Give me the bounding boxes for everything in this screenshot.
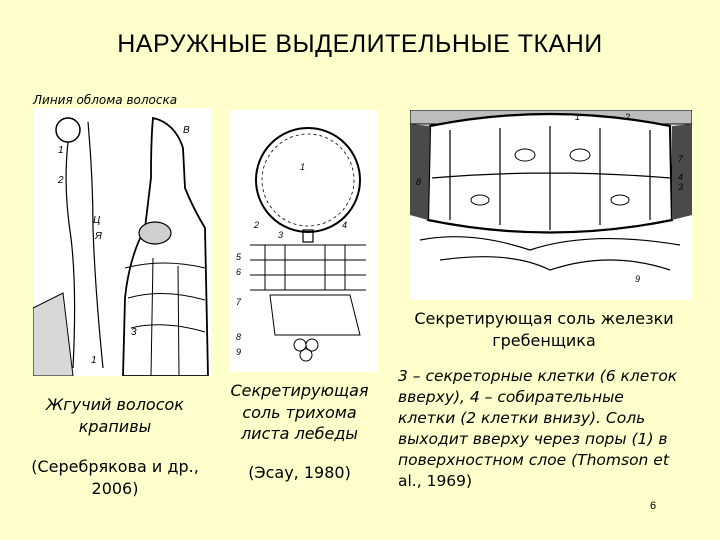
tamarisk-label: 7 — [678, 154, 684, 164]
description-line: вверху), 4 – собирательные — [398, 387, 624, 406]
tamarisk-description — [398, 366, 698, 492]
orache-label: 5 — [236, 252, 242, 262]
tamarisk-label: 3 — [678, 182, 684, 192]
orache-label: 4 — [342, 220, 348, 230]
tamarisk-label: 4 — [678, 172, 684, 182]
description-line: поверхностном слое (Thomson et — [398, 450, 669, 469]
orache-reference: (Эсау, 1980) — [248, 463, 351, 482]
nettle-caption — [20, 394, 210, 437]
nettle-hair-figure — [33, 108, 211, 376]
tamarisk-label: 8 — [416, 177, 422, 187]
orache-trichome-figure — [230, 110, 378, 372]
orache-label: 8 — [236, 332, 242, 342]
page-number: 6 — [650, 500, 657, 512]
nettle-label: 1 — [58, 145, 64, 156]
nettle-label: В — [183, 125, 190, 136]
orache-label: 2 — [254, 220, 260, 230]
caption-line: Жгучий волосок — [46, 395, 184, 414]
caption-line: гребенщика — [492, 331, 596, 351]
tamarisk-gland-figure — [410, 110, 692, 300]
tamarisk-caption — [394, 308, 694, 353]
caption-line: листа лебеды — [240, 424, 359, 444]
tamarisk-label: 2 — [625, 112, 631, 122]
nettle-label: 1 — [91, 355, 97, 366]
slide-title: НАРУЖНЫЕ ВЫДЕЛИТЕЛЬНЫЕ ТКАНИ — [117, 30, 603, 58]
orache-label: 9 — [236, 347, 242, 357]
tamarisk-label: 1 — [575, 112, 581, 122]
nettle-label: Ц — [93, 215, 101, 226]
caption-line: соль трихома — [242, 402, 357, 422]
caption-line: Секретирующая — [230, 381, 369, 400]
description-line: клетки (2 клетки внизу). Соль — [398, 408, 646, 427]
description-line: 3 – секреторные клетки (6 клеток — [398, 367, 678, 385]
orache-caption — [212, 380, 387, 445]
description-line: al., 1969) — [398, 471, 473, 490]
orache-label: 3 — [278, 230, 284, 240]
reference-line: (Серебрякова и др., — [31, 457, 199, 476]
orache-label: 6 — [236, 267, 242, 277]
reference-line: 2006) — [91, 478, 139, 498]
caption-line: Секретирующая соль железки — [414, 309, 674, 328]
description-line: выходит вверху через поры (1) в — [398, 429, 668, 448]
nettle-label: Я — [95, 231, 102, 242]
tamarisk-label: 9 — [635, 274, 641, 284]
orache-label: 1 — [300, 162, 306, 172]
hair-break-line-caption: Линия облома волоска — [33, 93, 178, 107]
nettle-reference — [20, 456, 210, 499]
nettle-label: 3 — [131, 327, 137, 338]
nettle-label: 2 — [58, 175, 64, 186]
orache-label: 7 — [236, 297, 242, 307]
caption-line: крапивы — [78, 416, 152, 436]
